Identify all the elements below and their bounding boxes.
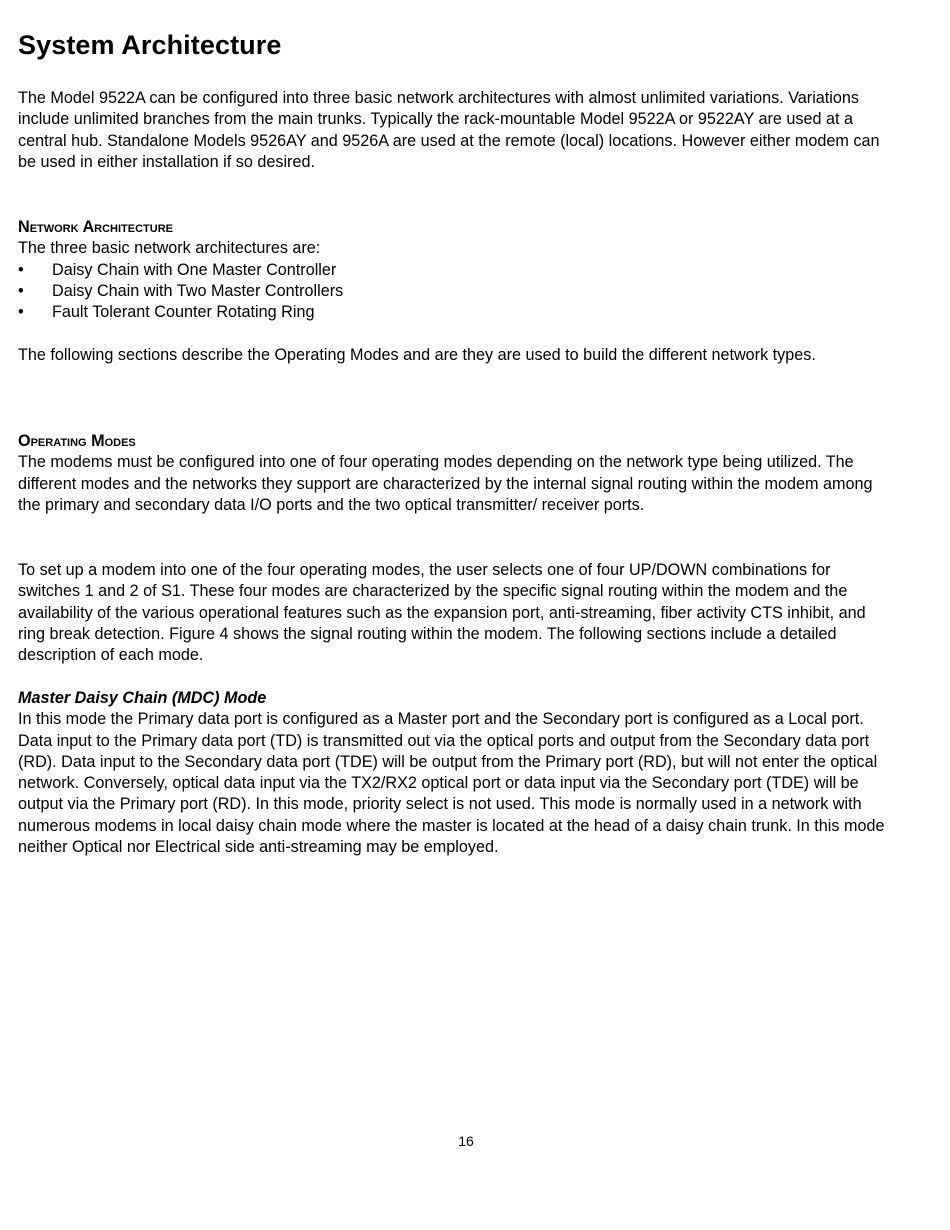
operating-modes-paragraph: The modems must be configured into one of four operating modes depending on the network type being utilized. The different modes and the networks they support are characterized by the internal signal routing within the modem among the primary and secondary data I/O ports and the two optical transmitter/ receiver ports.	[18, 453, 873, 514]
list-item-text: Daisy Chain with Two Master Controllers	[52, 281, 344, 300]
list-item-text: Daisy Chain with One Master Controller	[52, 260, 337, 279]
operating-modes-heading: Operating Modes	[18, 432, 136, 450]
architecture-list	[18, 260, 888, 324]
bullet-icon: •	[18, 260, 24, 279]
mode-setup-paragraph: To set up a modem into one of the four operating modes, the user selects one of four UP/DOWN combinations for switches 1 and 2 of S1. These four modes are characterized by the specific signal routing within the modem and the availability of the various operational features such as the expansion port, anti-streaming, fiber activity CTS inhibit, and ring break detection. Figure 4 shows the signal routing within the modem. The following sections include a detailed description of each mode.	[18, 561, 866, 665]
network-architecture-section	[18, 217, 888, 323]
network-architecture-heading: Network Architecture	[18, 218, 173, 236]
list-item	[18, 260, 888, 281]
list-item	[18, 281, 888, 302]
network-architecture-lead: The three basic network architectures are:	[18, 239, 321, 258]
list-item-text: Fault Tolerant Counter Rotating Ring	[52, 303, 315, 322]
list-item	[18, 302, 888, 323]
bullet-icon: •	[18, 281, 24, 300]
mdc-mode-paragraph: In this mode the Primary data port is configured as a Master port and the Secondary port is configured as a Local port. Data input to the Primary data port (TD) is transmitted out via the optical ports and output from the Secondary data port (RD). Data input to the Secondary data port (TDE) will be output from the Primary port (RD), but will not enter the optical network. Conversely, optical data input via the TX2/RX2 optical port or data input via the Secondary port (TDE) will be output via the Primary port (RD). In this mode, priority select is not used. This mode is normally used in a network with numerous modems in local daisy chain mode where the master is located at the head of a daisy chain trunk. In this mode neither Optical nor Electrical side anti-streaming may be employed.	[18, 710, 885, 857]
mdc-mode-heading: Master Daisy Chain (MDC) Mode	[18, 689, 267, 707]
page-number: 16	[458, 1133, 474, 1149]
operating-modes-section	[18, 431, 888, 516]
following-sections-paragraph: The following sections describe the Operating Modes and are they are used to build the different network types.	[18, 346, 816, 364]
bullet-icon: •	[18, 303, 24, 322]
intro-paragraph: The Model 9522A can be configured into three basic network architectures with almost unlimited variations. Variations include unlimited branches from the main trunks. Typically the rack-mountable Model 9522A or 9522AY are used at a central hub. Standalone Models 9526AY and 9526A are used at the remote (local) locations. However either modem can be used in either installation if so desired.	[18, 89, 880, 171]
mdc-mode-section	[18, 688, 888, 858]
page-title: System Architecture	[18, 30, 282, 60]
